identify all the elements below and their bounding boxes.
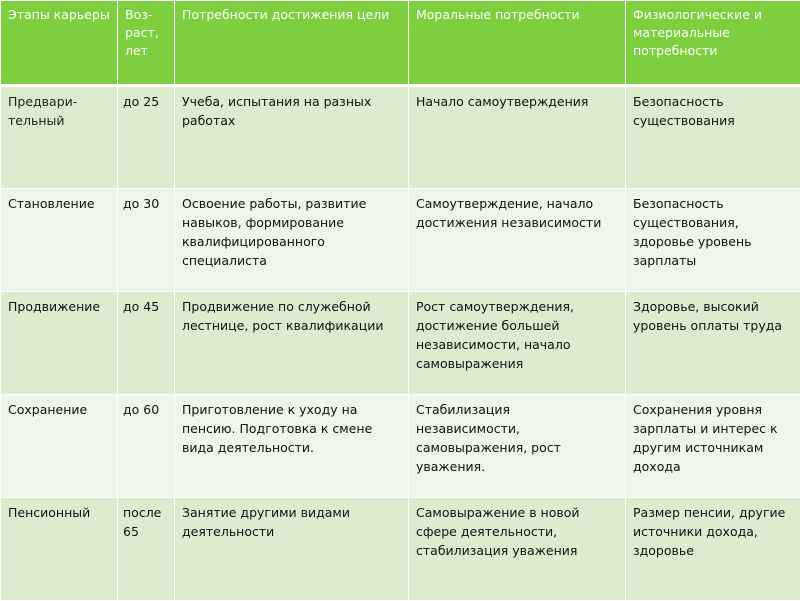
cell-moral-needs: Начало самоутверждения bbox=[409, 86, 626, 189]
table-row bbox=[1, 292, 800, 395]
cell-goal-needs: Приготовление к уходу на пенсию. Подготовка к смене вида деятельности. bbox=[175, 395, 409, 498]
cell-physiological-needs: Размер пенсии, другие источники дохода, здоровье bbox=[626, 498, 800, 601]
table-row bbox=[1, 395, 800, 498]
cell-physiological-needs: Здоровье, высокий уровень оплаты труда bbox=[626, 292, 800, 395]
cell-moral-needs: Рост самоутверждения, достижение большей независимости, начало самовыражения bbox=[409, 292, 626, 395]
cell-goal-needs: Продвижение по служебной лестнице, рост квалификации bbox=[175, 292, 409, 395]
header-age: Воз-раст, лет bbox=[118, 1, 175, 86]
cell-goal-needs: Занятие другими видами деятельности bbox=[175, 498, 409, 601]
table-row bbox=[1, 86, 800, 189]
table-row bbox=[1, 498, 800, 601]
header-physiological-needs: Физиологические и материальные потребности bbox=[626, 1, 800, 86]
header-goal-needs: Потребности достижения цели bbox=[175, 1, 409, 86]
cell-stage: Пенсионный bbox=[1, 498, 118, 601]
cell-age: до 30 bbox=[118, 189, 175, 292]
header-moral-needs: Моральные потребности bbox=[409, 1, 626, 86]
cell-goal-needs: Освоение работы, развитие навыков, формирование квалифицированного специалиста bbox=[175, 189, 409, 292]
table-row bbox=[1, 189, 800, 292]
header-career-stages: Этапы карьеры bbox=[1, 1, 118, 86]
cell-age: до 45 bbox=[118, 292, 175, 395]
cell-stage: Становление bbox=[1, 189, 118, 292]
cell-stage: Предвари-тельный bbox=[1, 86, 118, 189]
cell-stage: Продвижение bbox=[1, 292, 118, 395]
cell-age: после 65 bbox=[118, 498, 175, 601]
table-header bbox=[1, 1, 800, 86]
cell-physiological-needs: Безопасность существования, здоровье уровень зарплаты bbox=[626, 189, 800, 292]
cell-age: до 25 bbox=[118, 86, 175, 189]
cell-stage: Сохранение bbox=[1, 395, 118, 498]
cell-physiological-needs: Сохранения уровня зарплаты и интерес к другим источникам дохода bbox=[626, 395, 800, 498]
cell-moral-needs: Стабилизация независимости, самовыражения, рост уважения. bbox=[409, 395, 626, 498]
cell-physiological-needs: Безопасность существования bbox=[626, 86, 800, 189]
cell-moral-needs: Самовыражение в новой сфере деятельности, стабилизация уважения bbox=[409, 498, 626, 601]
cell-goal-needs: Учеба, испытания на разных работах bbox=[175, 86, 409, 189]
cell-age: до 60 bbox=[118, 395, 175, 498]
cell-moral-needs: Самоутверждение, начало достижения независимости bbox=[409, 189, 626, 292]
header-row bbox=[1, 1, 800, 86]
table-body bbox=[1, 86, 800, 601]
